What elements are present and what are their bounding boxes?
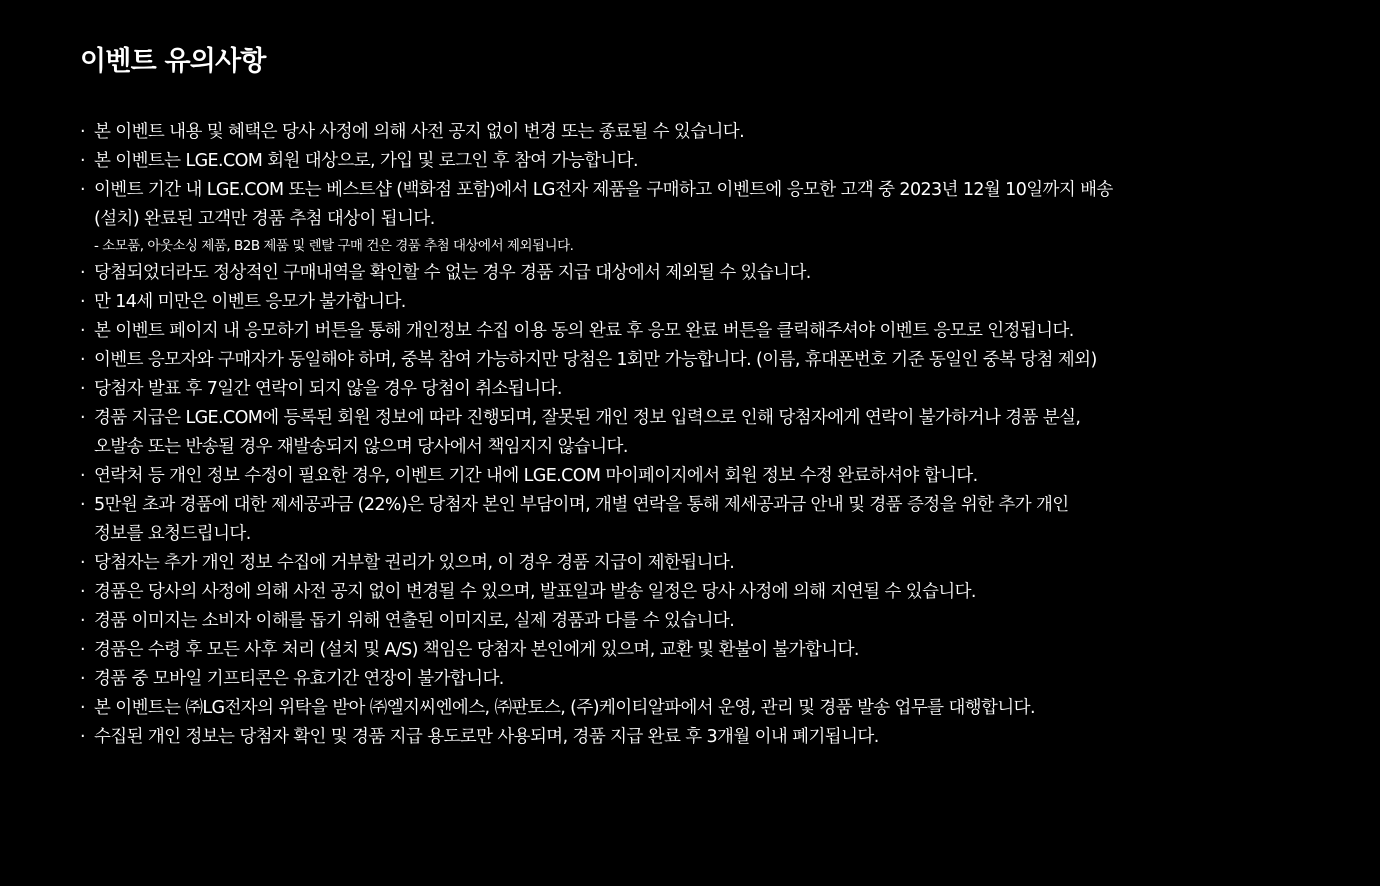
notice-item-line: · 당첨자 발표 후 7일간 연락이 되지 않을 경우 당첨이 취소됩니다. bbox=[94, 379, 562, 399]
notice-item bbox=[80, 259, 1342, 288]
notice-item-line: · 이벤트 응모자와 구매자가 동일해야 하며, 중복 참여 가능하지만 당첨은 1회만 가능합니다. (이름, 휴대폰번호 기준 동일인 중복 당첨 제외) bbox=[94, 350, 1097, 370]
notice-item-line: · 연락처 등 개인 정보 수정이 필요한 경우, 이벤트 기간 내에 LGE.COM 마이페이지에서 회원 정보 수정 완료하셔야 합니다. bbox=[94, 466, 978, 486]
notice-item bbox=[80, 147, 1342, 176]
notice-item bbox=[80, 462, 1342, 491]
notice-item-line: · 경품 중 모바일 기프티콘은 유효기간 연장이 불가합니다. bbox=[94, 669, 504, 689]
notice-item bbox=[80, 491, 1342, 549]
notice-item bbox=[80, 578, 1342, 607]
notice-item bbox=[80, 665, 1342, 694]
notice-item-line: · 5만원 초과 경품에 대한 제세공과금 (22%)은 당첨자 본인 부담이며, 개별 연락을 통해 제세공과금 안내 및 경품 증정을 위한 추가 개인 bbox=[94, 495, 1069, 515]
notice-item-line: · 경품 지급은 LGE.COM에 등록된 회원 정보에 따라 진행되며, 잘못된 개인 정보 입력으로 인해 당첨자에게 연락이 불가하거나 경품 분실, bbox=[94, 408, 1081, 428]
notice-item bbox=[80, 317, 1342, 346]
notice-item-line: (설치) 완료된 고객만 경품 추첨 대상이 됩니다. bbox=[94, 209, 435, 229]
notice-item bbox=[80, 176, 1342, 234]
notice-item-line: · 경품 이미지는 소비자 이해를 돕기 위해 연출된 이미지로, 실제 경품과 다를 수 있습니다. bbox=[94, 611, 735, 631]
notice-item bbox=[80, 694, 1342, 723]
notice-sub-item: - 소모품, 아웃소싱 제품, B2B 제품 및 렌탈 구매 건은 경품 추첨 대상에서 제외됩니다. bbox=[94, 238, 574, 254]
notice-item bbox=[80, 723, 1342, 752]
notice-item bbox=[80, 118, 1342, 147]
notice-item bbox=[80, 549, 1342, 578]
page-title: 이벤트 유의사항 bbox=[80, 46, 266, 77]
notice-item bbox=[80, 375, 1342, 404]
notice-item bbox=[80, 288, 1342, 317]
notice-item bbox=[80, 404, 1342, 462]
notice-item-line: · 본 이벤트 내용 및 혜택은 당사 사정에 의해 사전 공지 없이 변경 또는 종료될 수 있습니다. bbox=[94, 122, 745, 142]
notice-item-line: · 수집된 개인 정보는 당첨자 확인 및 경품 지급 용도로만 사용되며, 경품 지급 완료 후 3개월 이내 폐기됩니다. bbox=[94, 727, 879, 747]
notice-item-line: · 만 14세 미만은 이벤트 응모가 불가합니다. bbox=[94, 292, 406, 312]
notice-item-line: · 본 이벤트는 ㈜LG전자의 위탁을 받아 ㈜엘지씨엔에스, ㈜판토스, (주)케이티알파에서 운영, 관리 및 경품 발송 업무를 대행합니다. bbox=[94, 698, 1035, 718]
notice-list bbox=[80, 118, 1342, 752]
notice-item-line: · 경품은 당사의 사정에 의해 사전 공지 없이 변경될 수 있으며, 발표일과 발송 일정은 당사 사정에 의해 지연될 수 있습니다. bbox=[94, 582, 976, 602]
notice-item bbox=[80, 607, 1342, 636]
notice-item-line: · 본 이벤트 페이지 내 응모하기 버튼을 통해 개인정보 수집 이용 동의 완료 후 응모 완료 버튼을 클릭해주셔야 이벤트 응모로 인정됩니다. bbox=[94, 321, 1074, 341]
notice-item bbox=[80, 346, 1342, 375]
notice-item-line: · 경품은 수령 후 모든 사후 처리 (설치 및 A/S) 책임은 당첨자 본인에게 있으며, 교환 및 환불이 불가합니다. bbox=[94, 640, 859, 660]
notice-item-line: 오발송 또는 반송될 경우 재발송되지 않으며 당사에서 책임지지 않습니다. bbox=[94, 437, 628, 457]
notice-item-line: · 당첨되었더라도 정상적인 구매내역을 확인할 수 없는 경우 경품 지급 대상에서 제외될 수 있습니다. bbox=[94, 263, 811, 283]
notice-item-line: 정보를 요청드립니다. bbox=[94, 524, 251, 544]
notice-item-line: · 이벤트 기간 내 LGE.COM 또는 베스트샵 (백화점 포함)에서 LG전자 제품을 구매하고 이벤트에 응모한 고객 중 2023년 12월 10일까지 배송 bbox=[94, 180, 1113, 200]
notice-item-line: · 본 이벤트는 LGE.COM 회원 대상으로, 가입 및 로그인 후 참여 가능합니다. bbox=[94, 151, 638, 171]
notice-item bbox=[80, 636, 1342, 665]
notice-item-line: · 당첨자는 추가 개인 정보 수집에 거부할 권리가 있으며, 이 경우 경품 지급이 제한됩니다. bbox=[94, 553, 735, 573]
